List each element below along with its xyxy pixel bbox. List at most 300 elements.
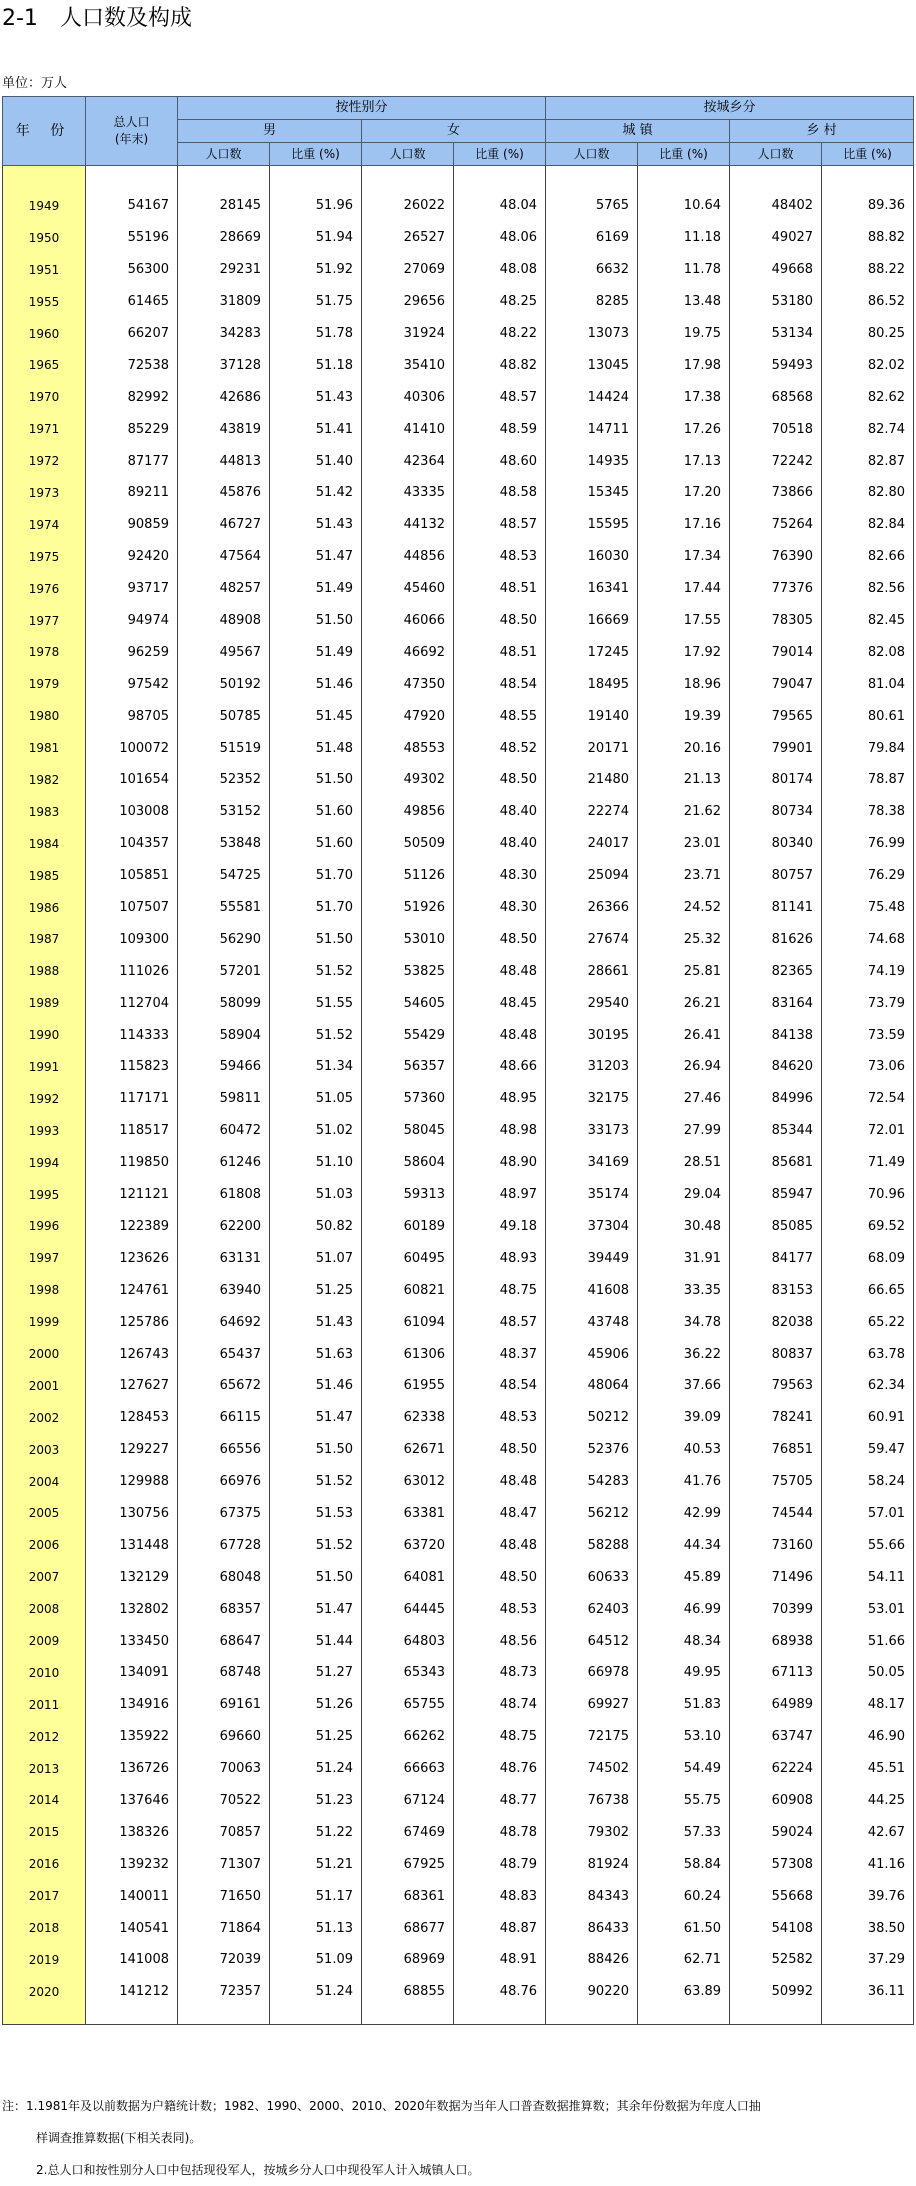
table-row — [3, 222, 914, 254]
female-share-header: 比重 (%) — [454, 143, 546, 166]
value-cell: 68361 — [362, 1880, 454, 1912]
value-cell: 85947 — [730, 1179, 822, 1211]
value-cell: 59811 — [178, 1083, 270, 1115]
footnotes — [2, 2090, 761, 2186]
value-cell: 20171 — [546, 732, 638, 764]
table-row — [3, 286, 914, 318]
value-cell: 87177 — [86, 445, 178, 477]
value-cell: 84138 — [730, 1019, 822, 1051]
value-cell: 51.17 — [270, 1880, 362, 1912]
value-cell: 73160 — [730, 1529, 822, 1561]
year-cell: 2015 — [3, 1816, 86, 1848]
value-cell: 73.79 — [822, 987, 914, 1019]
value-cell: 75264 — [730, 509, 822, 541]
value-cell: 48.48 — [454, 1466, 546, 1498]
value-cell: 74.19 — [822, 955, 914, 987]
value-cell: 50192 — [178, 668, 270, 700]
value-cell: 13.48 — [638, 286, 730, 318]
value-cell: 39449 — [546, 1242, 638, 1274]
value-cell: 81141 — [730, 892, 822, 924]
table-row — [3, 1115, 914, 1147]
value-cell: 59466 — [178, 1051, 270, 1083]
table-row — [3, 1753, 914, 1785]
value-cell: 51.22 — [270, 1816, 362, 1848]
value-cell: 48.51 — [454, 636, 546, 668]
value-cell: 48.52 — [454, 732, 546, 764]
value-cell: 48.55 — [454, 700, 546, 732]
rural-header: 乡 村 — [730, 120, 914, 143]
value-cell: 49.18 — [454, 1211, 546, 1243]
year-cell: 1993 — [3, 1115, 86, 1147]
value-cell: 48908 — [178, 605, 270, 637]
value-cell: 53134 — [730, 318, 822, 350]
table-row — [3, 1721, 914, 1753]
value-cell: 49567 — [178, 636, 270, 668]
value-cell: 16030 — [546, 541, 638, 573]
year-cell: 1991 — [3, 1051, 86, 1083]
value-cell: 117171 — [86, 1083, 178, 1115]
value-cell: 16341 — [546, 573, 638, 605]
value-cell: 43819 — [178, 413, 270, 445]
value-cell: 64692 — [178, 1306, 270, 1338]
value-cell: 48.91 — [454, 1944, 546, 1976]
value-cell: 28669 — [178, 222, 270, 254]
value-cell: 55581 — [178, 892, 270, 924]
year-cell: 1979 — [3, 668, 86, 700]
value-cell: 73.59 — [822, 1019, 914, 1051]
value-cell: 48.79 — [454, 1848, 546, 1880]
value-cell: 45460 — [362, 573, 454, 605]
value-cell: 127627 — [86, 1370, 178, 1402]
value-cell: 49027 — [730, 222, 822, 254]
table-row — [3, 923, 914, 955]
value-cell: 60908 — [730, 1785, 822, 1817]
year-cell: 2010 — [3, 1657, 86, 1689]
value-cell: 49302 — [362, 764, 454, 796]
year-cell: 1996 — [3, 1211, 86, 1243]
value-cell: 6632 — [546, 254, 638, 286]
year-cell: 1972 — [3, 445, 86, 477]
value-cell: 55668 — [730, 1880, 822, 1912]
value-cell: 82.66 — [822, 541, 914, 573]
value-cell: 82.56 — [822, 573, 914, 605]
population-table — [2, 96, 914, 2025]
value-cell: 62.71 — [638, 1944, 730, 1976]
value-cell: 42.99 — [638, 1498, 730, 1530]
value-cell: 55.75 — [638, 1785, 730, 1817]
value-cell: 48.25 — [454, 286, 546, 318]
value-cell: 17.92 — [638, 636, 730, 668]
value-cell: 74544 — [730, 1498, 822, 1530]
year-cell: 1973 — [3, 477, 86, 509]
value-cell: 51.47 — [270, 541, 362, 573]
value-cell: 54725 — [178, 860, 270, 892]
value-cell: 118517 — [86, 1115, 178, 1147]
value-cell: 50.05 — [822, 1657, 914, 1689]
value-cell: 90859 — [86, 509, 178, 541]
value-cell: 48.50 — [454, 605, 546, 637]
value-cell: 64445 — [362, 1593, 454, 1625]
value-cell: 46066 — [362, 605, 454, 637]
value-cell: 70857 — [178, 1816, 270, 1848]
value-cell: 43748 — [546, 1306, 638, 1338]
value-cell: 50785 — [178, 700, 270, 732]
value-cell: 48.66 — [454, 1051, 546, 1083]
table-row — [3, 1785, 914, 1817]
value-cell: 61306 — [362, 1338, 454, 1370]
value-cell: 61246 — [178, 1147, 270, 1179]
value-cell: 84177 — [730, 1242, 822, 1274]
value-cell: 41.16 — [822, 1848, 914, 1880]
year-cell: 1986 — [3, 892, 86, 924]
value-cell: 48.53 — [454, 1402, 546, 1434]
value-cell: 53.10 — [638, 1721, 730, 1753]
value-cell: 48.56 — [454, 1625, 546, 1657]
value-cell: 48.40 — [454, 796, 546, 828]
value-cell: 80734 — [730, 796, 822, 828]
value-cell: 51.60 — [270, 828, 362, 860]
value-cell: 51.70 — [270, 860, 362, 892]
value-cell: 82.80 — [822, 477, 914, 509]
value-cell: 31.91 — [638, 1242, 730, 1274]
value-cell: 31203 — [546, 1051, 638, 1083]
value-cell: 23.01 — [638, 828, 730, 860]
value-cell: 36.22 — [638, 1338, 730, 1370]
value-cell: 72.54 — [822, 1083, 914, 1115]
table-row — [3, 1466, 914, 1498]
value-cell: 97542 — [86, 668, 178, 700]
value-cell: 48.22 — [454, 318, 546, 350]
value-cell: 52582 — [730, 1944, 822, 1976]
value-cell: 51.21 — [270, 1848, 362, 1880]
value-cell: 22274 — [546, 796, 638, 828]
table-row — [3, 1561, 914, 1593]
value-cell: 62.34 — [822, 1370, 914, 1402]
value-cell: 43335 — [362, 477, 454, 509]
value-cell: 73866 — [730, 477, 822, 509]
table-row — [3, 1529, 914, 1561]
value-cell: 46.90 — [822, 1721, 914, 1753]
table-row — [3, 254, 914, 286]
value-cell: 134916 — [86, 1689, 178, 1721]
value-cell: 84620 — [730, 1051, 822, 1083]
value-cell: 51.50 — [270, 923, 362, 955]
table-row — [3, 1593, 914, 1625]
value-cell: 88.82 — [822, 222, 914, 254]
value-cell: 100072 — [86, 732, 178, 764]
value-cell: 51.07 — [270, 1242, 362, 1274]
value-cell: 51.66 — [822, 1625, 914, 1657]
value-cell: 140541 — [86, 1912, 178, 1944]
value-cell: 119850 — [86, 1147, 178, 1179]
value-cell: 48402 — [730, 190, 822, 222]
value-cell: 53848 — [178, 828, 270, 860]
value-cell: 79302 — [546, 1816, 638, 1848]
spacer-row — [3, 166, 914, 191]
spacer-row — [3, 2008, 914, 2025]
value-cell: 71.49 — [822, 1147, 914, 1179]
value-cell: 79014 — [730, 636, 822, 668]
value-cell: 51.24 — [270, 1976, 362, 2008]
value-cell: 63720 — [362, 1529, 454, 1561]
table-row — [3, 796, 914, 828]
value-cell: 51.48 — [270, 732, 362, 764]
value-cell: 111026 — [86, 955, 178, 987]
value-cell: 55.66 — [822, 1529, 914, 1561]
value-cell: 72357 — [178, 1976, 270, 2008]
year-cell: 1990 — [3, 1019, 86, 1051]
value-cell: 31809 — [178, 286, 270, 318]
value-cell: 39.76 — [822, 1880, 914, 1912]
year-cell: 1955 — [3, 286, 86, 318]
value-cell: 44.34 — [638, 1529, 730, 1561]
value-cell: 134091 — [86, 1657, 178, 1689]
value-cell: 92420 — [86, 541, 178, 573]
value-cell: 132129 — [86, 1561, 178, 1593]
value-cell: 48.45 — [454, 987, 546, 1019]
year-cell: 2006 — [3, 1529, 86, 1561]
year-cell: 2011 — [3, 1689, 86, 1721]
table-row — [3, 1498, 914, 1530]
value-cell: 50.82 — [270, 1211, 362, 1243]
value-cell: 51.50 — [270, 1561, 362, 1593]
value-cell: 80174 — [730, 764, 822, 796]
total-header-line2: (年末) — [114, 132, 149, 146]
value-cell: 44.25 — [822, 1785, 914, 1817]
value-cell: 41410 — [362, 413, 454, 445]
table-row — [3, 1083, 914, 1115]
value-cell: 88426 — [546, 1944, 638, 1976]
value-cell: 51.53 — [270, 1498, 362, 1530]
value-cell: 51.43 — [270, 509, 362, 541]
value-cell: 52352 — [178, 764, 270, 796]
value-cell: 29231 — [178, 254, 270, 286]
value-cell: 51.47 — [270, 1593, 362, 1625]
value-cell: 61094 — [362, 1306, 454, 1338]
table-row — [3, 1816, 914, 1848]
value-cell: 37128 — [178, 349, 270, 381]
year-cell: 2007 — [3, 1561, 86, 1593]
male-header: 男 — [178, 120, 362, 143]
value-cell: 51.49 — [270, 573, 362, 605]
table-row — [3, 1051, 914, 1083]
year-cell: 1965 — [3, 349, 86, 381]
value-cell: 48.73 — [454, 1657, 546, 1689]
value-cell: 51.25 — [270, 1721, 362, 1753]
year-cell: 2000 — [3, 1338, 86, 1370]
value-cell: 17.20 — [638, 477, 730, 509]
value-cell: 65437 — [178, 1338, 270, 1370]
value-cell: 53010 — [362, 923, 454, 955]
value-cell: 80837 — [730, 1338, 822, 1370]
table-row — [3, 636, 914, 668]
value-cell: 66663 — [362, 1753, 454, 1785]
value-cell: 55429 — [362, 1019, 454, 1051]
table-row — [3, 668, 914, 700]
value-cell: 82992 — [86, 381, 178, 413]
value-cell: 48.57 — [454, 381, 546, 413]
year-cell: 1974 — [3, 509, 86, 541]
value-cell: 52376 — [546, 1434, 638, 1466]
value-cell: 66.65 — [822, 1274, 914, 1306]
by-area-header: 按城乡分 — [546, 97, 914, 120]
value-cell: 58045 — [362, 1115, 454, 1147]
year-cell: 1951 — [3, 254, 86, 286]
value-cell: 96259 — [86, 636, 178, 668]
table-row — [3, 1912, 914, 1944]
value-cell: 128453 — [86, 1402, 178, 1434]
value-cell: 27674 — [546, 923, 638, 955]
value-cell: 36.11 — [822, 1976, 914, 2008]
value-cell: 34283 — [178, 318, 270, 350]
value-cell: 53825 — [362, 955, 454, 987]
value-cell: 37304 — [546, 1211, 638, 1243]
value-cell: 17.44 — [638, 573, 730, 605]
year-cell: 2005 — [3, 1498, 86, 1530]
value-cell: 80757 — [730, 860, 822, 892]
value-cell: 63381 — [362, 1498, 454, 1530]
value-cell: 70399 — [730, 1593, 822, 1625]
value-cell: 80.61 — [822, 700, 914, 732]
value-cell: 68938 — [730, 1625, 822, 1657]
value-cell: 64512 — [546, 1625, 638, 1657]
value-cell: 51.24 — [270, 1753, 362, 1785]
value-cell: 51.92 — [270, 254, 362, 286]
value-cell: 107507 — [86, 892, 178, 924]
value-cell: 56212 — [546, 1498, 638, 1530]
value-cell: 78241 — [730, 1402, 822, 1434]
value-cell: 70522 — [178, 1785, 270, 1817]
value-cell: 59024 — [730, 1816, 822, 1848]
value-cell: 44132 — [362, 509, 454, 541]
value-cell: 125786 — [86, 1306, 178, 1338]
value-cell: 51.60 — [270, 796, 362, 828]
value-cell: 51.09 — [270, 1944, 362, 1976]
value-cell: 85681 — [730, 1147, 822, 1179]
value-cell: 82.62 — [822, 381, 914, 413]
value-cell: 57.01 — [822, 1498, 914, 1530]
table-row — [3, 860, 914, 892]
value-cell: 46727 — [178, 509, 270, 541]
value-cell: 82.45 — [822, 605, 914, 637]
value-cell: 69927 — [546, 1689, 638, 1721]
value-cell: 48.37 — [454, 1338, 546, 1370]
value-cell: 112704 — [86, 987, 178, 1019]
value-cell: 47350 — [362, 668, 454, 700]
value-cell: 103008 — [86, 796, 178, 828]
value-cell: 122389 — [86, 1211, 178, 1243]
value-cell: 82365 — [730, 955, 822, 987]
value-cell: 70.96 — [822, 1179, 914, 1211]
value-cell: 40.53 — [638, 1434, 730, 1466]
value-cell: 49856 — [362, 796, 454, 828]
value-cell: 13045 — [546, 349, 638, 381]
value-cell: 51.45 — [270, 700, 362, 732]
value-cell: 64989 — [730, 1689, 822, 1721]
value-cell: 51.96 — [270, 190, 362, 222]
value-cell: 68357 — [178, 1593, 270, 1625]
year-cell: 2003 — [3, 1434, 86, 1466]
year-cell: 1978 — [3, 636, 86, 668]
value-cell: 68748 — [178, 1657, 270, 1689]
table-row — [3, 573, 914, 605]
value-cell: 48.57 — [454, 509, 546, 541]
year-cell: 2004 — [3, 1466, 86, 1498]
value-cell: 48.50 — [454, 1561, 546, 1593]
value-cell: 58604 — [362, 1147, 454, 1179]
value-cell: 72242 — [730, 445, 822, 477]
value-cell: 48.04 — [454, 190, 546, 222]
table-row — [3, 1880, 914, 1912]
year-cell: 1970 — [3, 381, 86, 413]
value-cell: 141212 — [86, 1976, 178, 2008]
value-cell: 51.47 — [270, 1402, 362, 1434]
value-cell: 60633 — [546, 1561, 638, 1593]
value-cell: 29656 — [362, 286, 454, 318]
value-cell: 24.52 — [638, 892, 730, 924]
value-cell: 79047 — [730, 668, 822, 700]
value-cell: 89.36 — [822, 190, 914, 222]
value-cell: 51.50 — [270, 605, 362, 637]
value-cell: 46692 — [362, 636, 454, 668]
table-row — [3, 1657, 914, 1689]
value-cell: 139232 — [86, 1848, 178, 1880]
table-row — [3, 1944, 914, 1976]
value-cell: 65672 — [178, 1370, 270, 1402]
value-cell: 41.76 — [638, 1466, 730, 1498]
value-cell: 98705 — [86, 700, 178, 732]
value-cell: 67113 — [730, 1657, 822, 1689]
value-cell: 82038 — [730, 1306, 822, 1338]
value-cell: 76.29 — [822, 860, 914, 892]
value-cell: 62338 — [362, 1402, 454, 1434]
value-cell: 130756 — [86, 1498, 178, 1530]
value-cell: 60821 — [362, 1274, 454, 1306]
value-cell: 65.22 — [822, 1306, 914, 1338]
value-cell: 84343 — [546, 1880, 638, 1912]
note-1: 注：1.1981年及以前数据为户籍统计数；1982、1990、2000、2010、2020年数据为当年人口普查数据推算数；其余年份数据为年度人口抽 — [2, 2099, 761, 2113]
value-cell: 50509 — [362, 828, 454, 860]
value-cell: 51.03 — [270, 1179, 362, 1211]
value-cell: 25.32 — [638, 923, 730, 955]
value-cell: 124761 — [86, 1274, 178, 1306]
year-cell: 1960 — [3, 318, 86, 350]
urban-header: 城 镇 — [546, 120, 730, 143]
table-row — [3, 732, 914, 764]
value-cell: 76390 — [730, 541, 822, 573]
table-row — [3, 1338, 914, 1370]
value-cell: 70063 — [178, 1753, 270, 1785]
value-cell: 61955 — [362, 1370, 454, 1402]
value-cell: 135922 — [86, 1721, 178, 1753]
year-cell: 2012 — [3, 1721, 86, 1753]
female-count-header: 人口数 — [362, 143, 454, 166]
value-cell: 66978 — [546, 1657, 638, 1689]
value-cell: 71496 — [730, 1561, 822, 1593]
value-cell: 48.50 — [454, 764, 546, 796]
table-row — [3, 541, 914, 573]
year-cell: 1981 — [3, 732, 86, 764]
value-cell: 114333 — [86, 1019, 178, 1051]
year-cell: 2020 — [3, 1976, 86, 2008]
value-cell: 8285 — [546, 286, 638, 318]
value-cell: 51519 — [178, 732, 270, 764]
value-cell: 14935 — [546, 445, 638, 477]
value-cell: 79901 — [730, 732, 822, 764]
value-cell: 63747 — [730, 1721, 822, 1753]
value-cell: 26366 — [546, 892, 638, 924]
year-cell: 2009 — [3, 1625, 86, 1657]
